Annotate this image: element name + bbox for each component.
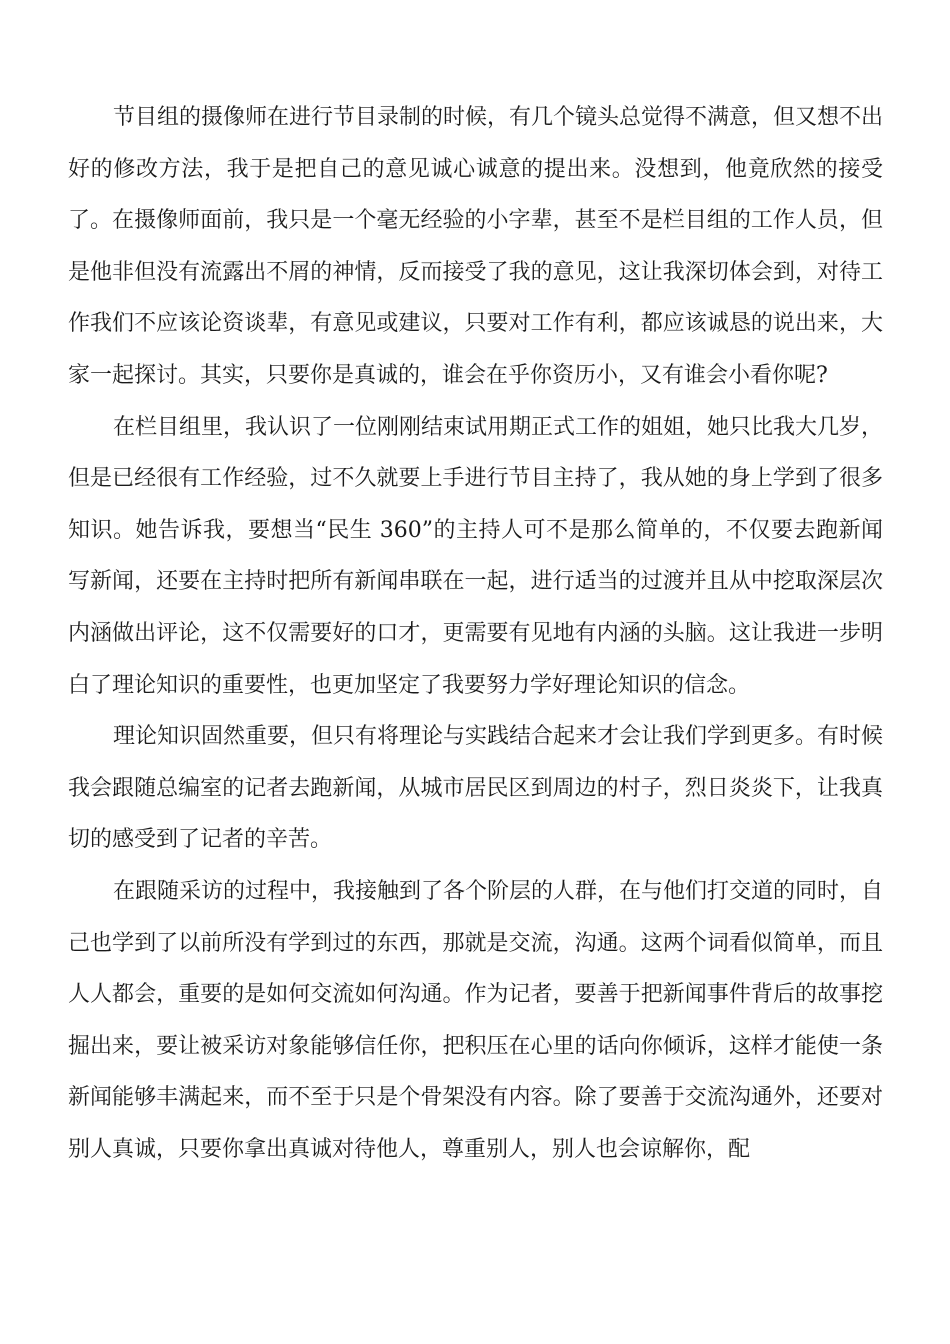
paragraph-2: 在栏目组里，我认识了一位刚刚结束试用期正式工作的姐姐，她只比我大几岁，但是已经很有工作经验，过不久就要上手进行节目主持了，我从她的身上学到了很多知识。她告诉我，要想当“民生 360”的主持人可不是那么简单的，不仅要去跑新闻写新闻，还要在主持时把所有新闻串联在一起，进行适当的过渡并且从中挖取深层次内涵做出评论，这不仅需要好的口才，更需要有见地有内涵的头脑。这让我进一步明白了理论知识的重要性，也更加坚定了我要努力学好理论知识的信念。 — [68, 414, 884, 698]
document-body — [68, 92, 883, 1175]
paragraph-3: 理论知识固然重要，但只有将理论与实践结合起来才会让我们学到更多。有时候我会跟随总编室的记者去跑新闻，从城市居民区到周边的村子，烈日炎炎下，让我真切的感受到了记者的辛苦。 — [68, 724, 884, 853]
paragraph-4: 在跟随采访的过程中，我接触到了各个阶层的人群，在与他们打交道的同时，自己也学到了以前所没有学到过的东西，那就是交流，沟通。这两个词看似简单，而且人人都会，重要的是如何交流如何沟通。作为记者，要善于把新闻事件背后的故事挖掘出来，要让被采访对象能够信任你，把积压在心里的话向你倾诉，这样才能使一条新闻能够丰满起来，而不至于只是个骨架没有内容。除了要善于交流沟通外，还要对别人真诚，只要你拿出真诚对待他人，尊重别人，别人也会谅解你，配 — [68, 878, 884, 1162]
paragraph-1: 节目组的摄像师在进行节目录制的时候，有几个镜头总觉得不满意，但又想不出好的修改方法，我于是把自己的意见诚心诚意的提出来。没想到，他竟欣然的接受了。在摄像师面前，我只是一个毫无经验的小字辈，甚至不是栏目组的工作人员，但是他非但没有流露出不屑的神情，反而接受了我的意见，这让我深切体会到，对待工作我们不应该论资谈辈，有意见或建议，只要对工作有利，都应该诚恳的说出来，大家一起探讨。其实，只要你是真诚的，谁会在乎你资历小，又有谁会小看你呢? — [68, 105, 884, 388]
